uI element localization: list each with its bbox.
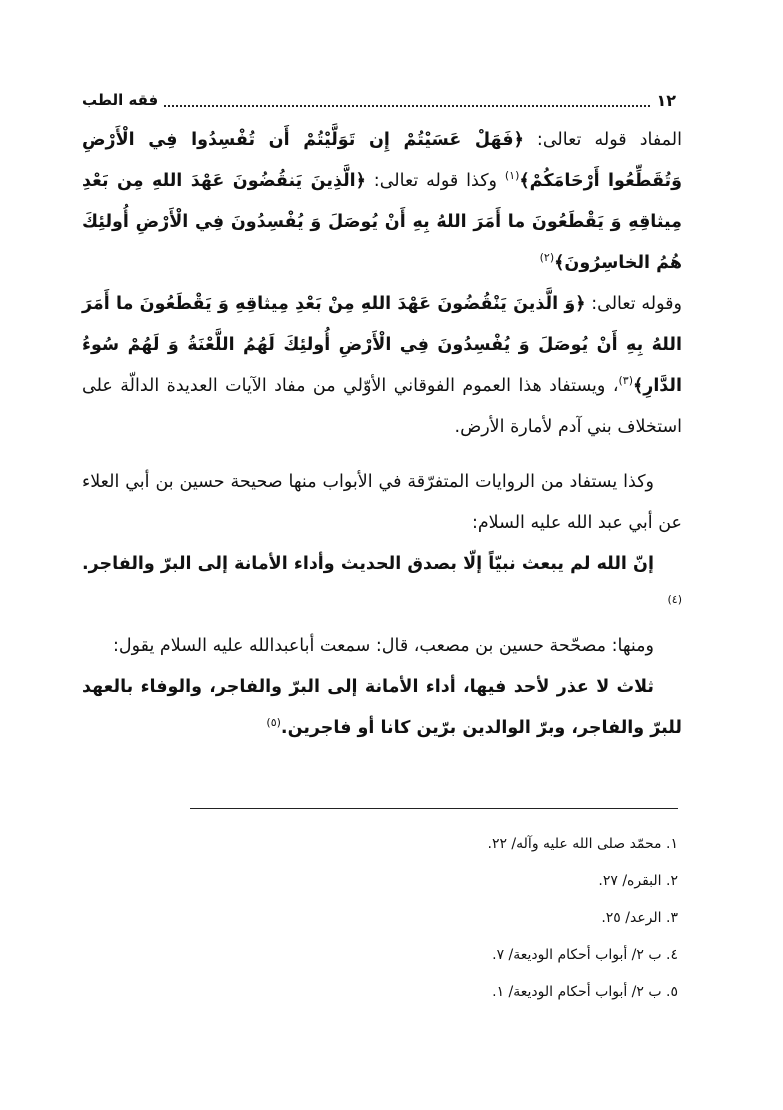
paragraph-hadith-quote xyxy=(82,544,682,626)
text-span: ومنها: مصحّحة حسين بن مصعب، قال: سمعت أباعبدالله عليه السلام يقول: xyxy=(112,636,654,656)
paragraph-second-narration-intro xyxy=(82,626,682,667)
footnotes-list xyxy=(82,826,682,1011)
footnote-divider xyxy=(190,808,678,809)
main-text xyxy=(82,120,682,749)
text-span: ، ويستفاد هذا العموم الفوقاني الأوّلي من مفاد الآيات العديدة الدالّة على استخلاف بني آدم لأمارة الأرض. xyxy=(82,376,682,437)
footnote-marker: (٤) xyxy=(667,593,682,607)
running-head xyxy=(82,86,676,114)
text-span: المفاد قوله تعالى: xyxy=(523,130,682,150)
footnote-marker: (٢) xyxy=(539,251,555,265)
paragraph-quran-verse-commentary xyxy=(82,284,682,448)
footnote-item: ٢. البقره/ ٢٧. xyxy=(598,873,678,889)
footnote-item: ٥. ب ٢/ أبواب أحكام الوديعة/ ١. xyxy=(492,984,678,1000)
footnote-marker: (٣) xyxy=(618,374,633,388)
paragraph-hadith-quote xyxy=(82,667,682,749)
paragraph-quran-verses xyxy=(82,120,682,284)
hadith-text: إنّ الله لم يبعث نبيّاً إلّا بصدق الحديث وأداء الأمانة إلى البرّ والفاجر. xyxy=(82,554,654,574)
paragraph-narrations-intro xyxy=(82,462,682,544)
quran-verse: ﴿فَهَلْ عَسَيْتُمْ إِن تَوَلَّيْتُمْ أَن تُفْسِدُوا فِي الْأَرْضِ وَتُقَطِّعُوا أَرْحَامَكُمْ﴾ xyxy=(82,130,682,191)
hadith-text: ثلاث لا عذر لأحد فيها، أداء الأمانة إلى البرّ والفاجر، والوفاء بالعهد للبرّ والفاجر، وبرّ الوالدين برّين كانا أو فاجرين. xyxy=(82,677,682,738)
chapter-title: فقه الطب xyxy=(82,91,159,109)
footnote-item: ١. محمّد صلى الله عليه وآله/ ٢٢. xyxy=(487,836,678,852)
quran-verse: ﴿وَ الَّذينَ يَنْقُضُونَ عَهْدَ اللهِ مِنْ بَعْدِ مِيثاقِهِ وَ يَقْطَعُونَ ما أَمَرَ اللهُ بِهِ أَنْ يُوصَلَ وَ يُفْسِدُونَ فِي الْأَرْضِ أُولئِكَ لَهُمُ اللَّعْنَةُ وَ لَهُمْ سُوءُ الدَّارِ﴾ xyxy=(82,294,682,396)
text-span: وكذا قوله تعالى: xyxy=(365,171,505,191)
footnote-item: ٣. الرعد/ ٢٥. xyxy=(601,910,678,926)
page-number: ١٢ xyxy=(656,90,676,110)
footnote-marker: (٥) xyxy=(266,716,281,730)
text-span: وكذا يستفاد من الروايات المتفرّقة في الأبواب منها صحيحة حسين بن أبي العلاء عن أبي عبد الله عليه السلام: xyxy=(82,472,682,533)
footnote-marker: (١) xyxy=(504,169,520,183)
quran-verse: ﴿الَّذِينَ يَنقُضُونَ عَهْدَ اللهِ مِن بَعْدِ مِيثاقِهِ وَ يَقْطَعُونَ ما أَمَرَ اللهُ بِهِ أَنْ يُوصَلَ وَ يُفْسِدُونَ فِي الْأَرْضِ أُولئِكَ هُمُ الخاسِرُونَ﴾ xyxy=(82,171,682,273)
text-span: وقوله تعالى: xyxy=(585,294,682,314)
leader-dots xyxy=(164,93,650,107)
footnote-item: ٤. ب ٢/ أبواب أحكام الوديعة/ ٧. xyxy=(492,947,678,963)
